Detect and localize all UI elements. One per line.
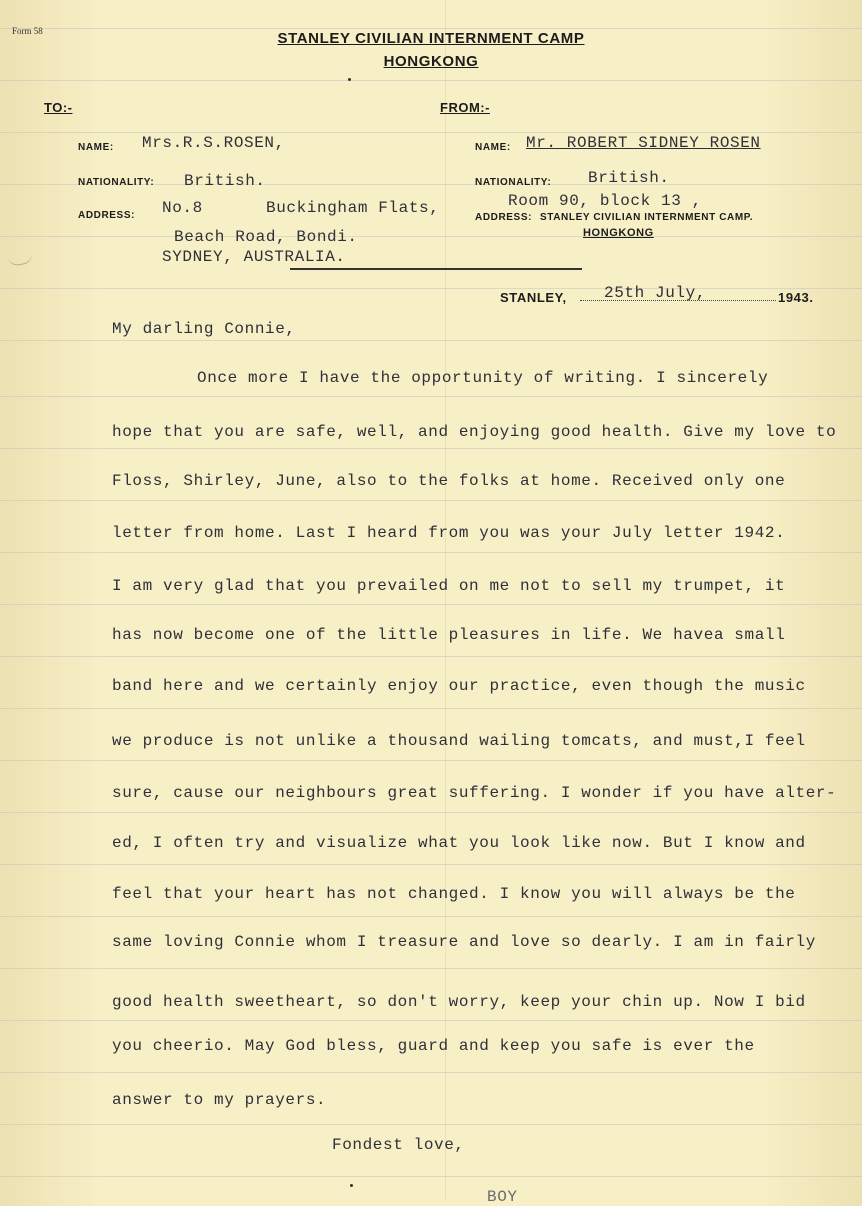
letter-line: good health sweetheart, so don't worry, keep your chin up. Now I bid (112, 993, 806, 1011)
date-place: STANLEY, (500, 290, 567, 305)
from-address-city: HONGKONG (583, 227, 654, 239)
letter-line: I am very glad that you prevailed on me not to sell my trumpet, it (112, 577, 786, 595)
from-heading: FROM:- (440, 100, 490, 115)
salutation: My darling Connie, (112, 320, 296, 338)
letter-line: band here and we certainly enjoy our practice, even though the music (112, 677, 806, 695)
letter-line: hope that you are safe, well, and enjoying good health. Give my love to (112, 423, 837, 441)
closing: Fondest love, (332, 1136, 465, 1154)
to-nationality-label: NATIONALITY: (78, 177, 155, 188)
letter-line: Floss, Shirley, June, also to the folks at home. Received only one (112, 472, 786, 490)
date-day-month: 25th July, (604, 284, 707, 302)
from-nationality: British. (588, 169, 670, 187)
address-underline (290, 268, 582, 270)
letter-line: answer to my prayers. (112, 1091, 327, 1109)
from-name-label: NAME: (475, 142, 511, 153)
to-address-number: No.8 (162, 199, 203, 217)
letter-line: same loving Connie whom I treasure and love so dearly. I am in fairly (112, 933, 816, 951)
letter-line: sure, cause our neighbours great suffering. I wonder if you have alter- (112, 784, 837, 802)
from-address-label: ADDRESS: (475, 212, 533, 223)
to-name-label: NAME: (78, 142, 114, 153)
letter-line: letter from home. Last I heard from you was your July letter 1942. (112, 524, 786, 542)
to-address-road: Beach Road, Bondi. (174, 228, 358, 246)
letter-line: Once more I have the opportunity of writing. I sincerely (197, 369, 769, 387)
camp-location: HONGKONG (383, 53, 479, 70)
to-name: Mrs.R.S.ROSEN, (142, 134, 285, 152)
paper-fold-line (445, 0, 446, 1200)
date-year: 1943. (778, 290, 814, 305)
dot-mark (348, 78, 351, 81)
from-name: Mr. ROBERT SIDNEY ROSEN (526, 134, 761, 152)
from-nationality-label: NATIONALITY: (475, 177, 552, 188)
to-heading: TO:- (44, 100, 73, 115)
letter-line: feel that your heart has not changed. I know you will always be the (112, 885, 796, 903)
camp-title: STANLEY CIVILIAN INTERNMENT CAMP (277, 30, 585, 47)
letter-line: we produce is not unlike a thousand wailing tomcats, and must,I feel (112, 732, 806, 750)
signature: BOY (487, 1188, 518, 1206)
to-address-label: ADDRESS: (78, 210, 136, 221)
letter-line: ed, I often try and visualize what you look like now. But I know and (112, 834, 806, 852)
letter-line: has now become one of the little pleasures in life. We havea small (112, 626, 786, 644)
pencil-mark (7, 248, 33, 267)
letter-line: you cheerio. May God bless, guard and keep you safe is ever the (112, 1037, 755, 1055)
to-nationality: British. (184, 172, 266, 190)
to-address-city: SYDNEY, AUSTRALIA. (162, 248, 346, 266)
to-address-street: Buckingham Flats, (266, 199, 440, 217)
from-room: Room 90, block 13 , (508, 192, 702, 210)
form-number: Form 58 (12, 26, 43, 36)
dot-mark (350, 1184, 353, 1187)
from-address-camp: STANLEY CIVILIAN INTERNMENT CAMP. (540, 212, 754, 223)
